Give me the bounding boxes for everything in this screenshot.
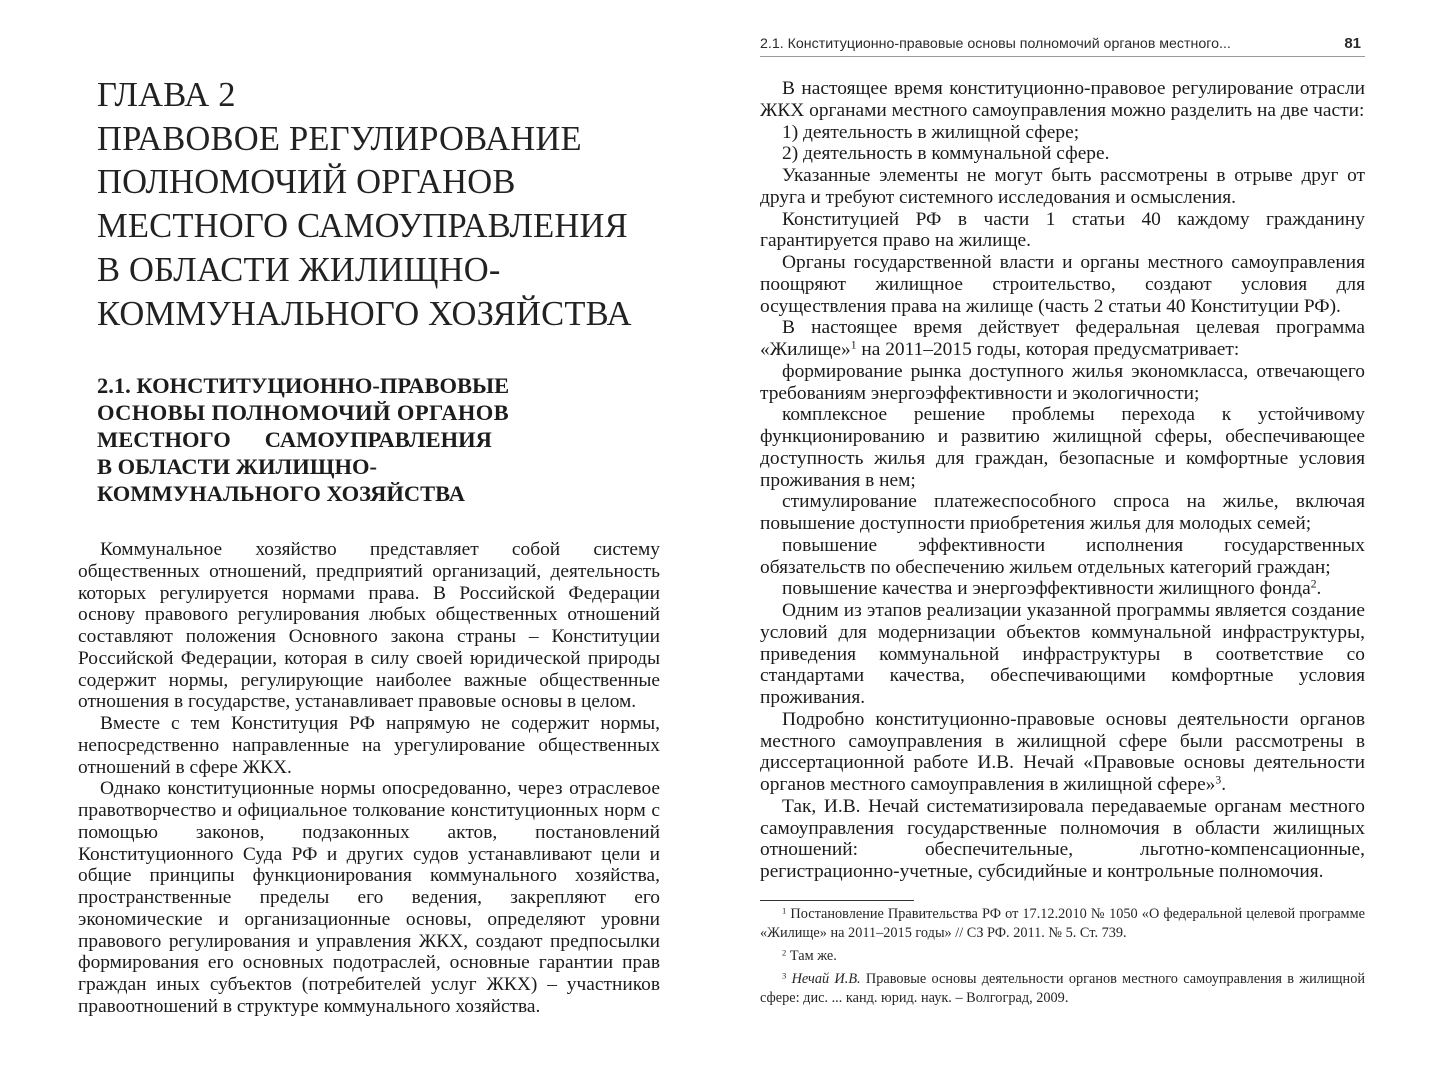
footnote-text: Постановление Правительства РФ от 17.12.2010 № 1050 «О федеральной целевой программе «Жилище» на 2011–2015 годы» // СЗ РФ. 2011. № 5. Ст. 739. (760, 906, 1366, 941)
paragraph-text: . (1316, 578, 1322, 600)
list-item: стимулирование платежеспособного спроса на жилье, включая повышение доступности приобретения жилья для молодых семей; (760, 491, 1365, 534)
paragraph-text: В настоящее время действует федеральная целевая программа «Жилище» (760, 317, 1365, 360)
list-item: комплексное решение проблемы перехода к устойчивому функционированию и развитию жилищной сферы, обеспечивающее доступность жилья для граждан, безопасные и комфортные условия проживания в нем; (760, 404, 1365, 491)
paragraph (760, 709, 1365, 796)
section-title (97, 372, 657, 507)
right-body-text (760, 78, 1365, 883)
chapter-title-line: КОММУНАЛЬНОГО ХОЗЯЙСТВА (97, 294, 632, 333)
list-item: формирование рынка доступного жилья экономкласса, отвечающего требованиям энергоэффективности и экологичности; (760, 360, 1365, 404)
chapter-title-line: ПОЛНОМОЧИЙ ОРГАНОВ (97, 163, 516, 202)
paragraph: Конституцией РФ в части 1 статьи 40 каждому гражданину гарантируется право на жилище. (760, 208, 1365, 252)
footnote-number: 2 (782, 947, 787, 958)
list-item: 1) деятельность в жилищной сфере; (782, 121, 1080, 143)
footnote-number: 1 (782, 905, 787, 916)
paragraph-text: Подробно конституционно-правовые основы деятельности органов местного самоуправления в жилищной сфере были рассмотрены в диссертационной работе И.В. Нечай «Правовые основы деятельности органов местного самоуправления в жилищной сфере» (760, 708, 1365, 795)
footnote-ref[interactable]: 1 (850, 338, 857, 352)
chapter-title (97, 74, 657, 336)
footnote (760, 970, 1365, 1008)
paragraph: Органы государственной власти и органы местного самоуправления поощряют жилищное строительство, создают условия для осуществления права на жилище (часть 2 статьи 40 Конституции РФ). (760, 252, 1365, 317)
footnote-text: Там же. (789, 948, 837, 964)
footnote-author: Нечай И.В. (791, 971, 861, 987)
chapter-title-line: ПРАВОВОЕ РЕГУЛИРОВАНИЕ (97, 119, 582, 158)
section-title-word: САМОУПРАВЛЕНИЯ (264, 427, 492, 452)
chapter-title-line: ГЛАВА 2 (97, 76, 236, 114)
footnote-text: Правовые основы деятельности органов местного самоуправления в жилищной сфере: дис. ... канд. юрид. наук. – Волгоград, 2009. (760, 971, 1365, 1006)
chapter-title-line: МЕСТНОГО САМОУПРАВЛЕНИЯ (97, 207, 628, 246)
paragraph (760, 317, 1365, 361)
paragraph: Коммунальное хозяйство представляет собой систему общественных отношений, предприятий организаций, деятельность которых регулируется нормами права. В Российской Федерации основу правового регулирования любых общественных отношений составляют положения Основного закона страны – Конституции Российской Федерации, которая в силу своей юридической природы содержит нормы, регулирующие наиболее важные общественные отношения в государстве, устанавливает правовые основы в целом. (78, 539, 660, 713)
footnote-ref[interactable]: 3 (1215, 773, 1222, 787)
section-title-line: КОММУНАЛЬНОГО ХОЗЯЙСТВА (97, 481, 465, 506)
paragraph: Вместе с тем Конституция РФ напрямую не содержит нормы, непосредственно направленные на урегулирование общественных отношений в сфере ЖКХ. (78, 713, 660, 778)
footnote-divider (760, 900, 914, 901)
section-title-line: ОСНОВЫ ПОЛНОМОЧИЙ ОРГАНОВ (97, 400, 510, 425)
paragraph: Так, И.В. Нечай систематизировала передаваемые органам местного самоуправления государственные полномочия в области жилищных отношений: обеспечительные, льготно-компенсационные, регистрационно-учетные, субсидийные и контрольные полномочия. (760, 795, 1365, 882)
section-title-word: МЕСТНОГО (97, 427, 231, 452)
footnote-ref[interactable]: 2 (1310, 577, 1317, 591)
running-header-title: 2.1. Конституционно-правовые основы полномочий органов местного... (760, 36, 1231, 52)
section-title-line (97, 426, 657, 453)
chapter-title-line: В ОБЛАСТИ ЖИЛИЩНО- (97, 250, 501, 289)
section-title-line: В ОБЛАСТИ ЖИЛИЩНО- (97, 454, 377, 479)
left-body-text (78, 539, 660, 1018)
right-page (724, 0, 1448, 1080)
footnotes (760, 905, 1365, 1012)
list-item: 2) деятельность в коммунальной сфере. (782, 143, 1110, 165)
footnote (760, 905, 1365, 943)
paragraph: Однако конституционные нормы опосредованно, через отраслевое правотворчество и официальное толкование конституционных норм с помощью законов, подзаконных актов, постановлений Конституционного Суда РФ и других судов устанавливают цели и общие принципы функционирования коммунального хозяйства, пространственные пределы его ведения, закрепляют его экономические и организационные основы, определяют уровни правового регулирования и управления ЖКХ, создают предпосылки формирования его основных подотраслей, основные гарантии прав граждан иных субъектов (потребителей услуг ЖКХ) – участников правоотношений в структуре коммунального хозяйства. (78, 778, 660, 1017)
paragraph-text: повышение качества и энергоэффективности жилищного фонда (782, 578, 1311, 600)
paragraph: Указанные элементы не могут быть рассмотрены в отрыве друг от друга и требуют системного исследования и осмысления. (760, 165, 1365, 208)
footnote-number: 3 (782, 970, 787, 981)
paragraph-text: на 2011–2015 годы, которая предусматривает: (856, 339, 1240, 360)
running-header (760, 34, 1365, 57)
paragraph-text: . (1221, 774, 1227, 795)
footnote (760, 947, 1365, 966)
section-title-line: 2.1. КОНСТИТУЦИОННО-ПРАВОВЫЕ (97, 373, 510, 398)
list-item: повышение эффективности исполнения государственных обязательств по обеспечению жильем отдельных категорий граждан; (760, 534, 1365, 578)
paragraph: Одним из этапов реализации указанной программы является создание условий для модернизации объектов коммунальной инфраструктуры, приведения коммунальной инфраструктуры в соответствие со стандартами качества, обеспечивающими комфортные условия проживания. (760, 600, 1365, 708)
list-item (760, 578, 1365, 600)
page-number: 81 (1344, 35, 1361, 52)
paragraph: В настоящее время конституционно-правовое регулирование отрасли ЖКХ органами местного самоуправления можно разделить на две части: (760, 78, 1365, 121)
